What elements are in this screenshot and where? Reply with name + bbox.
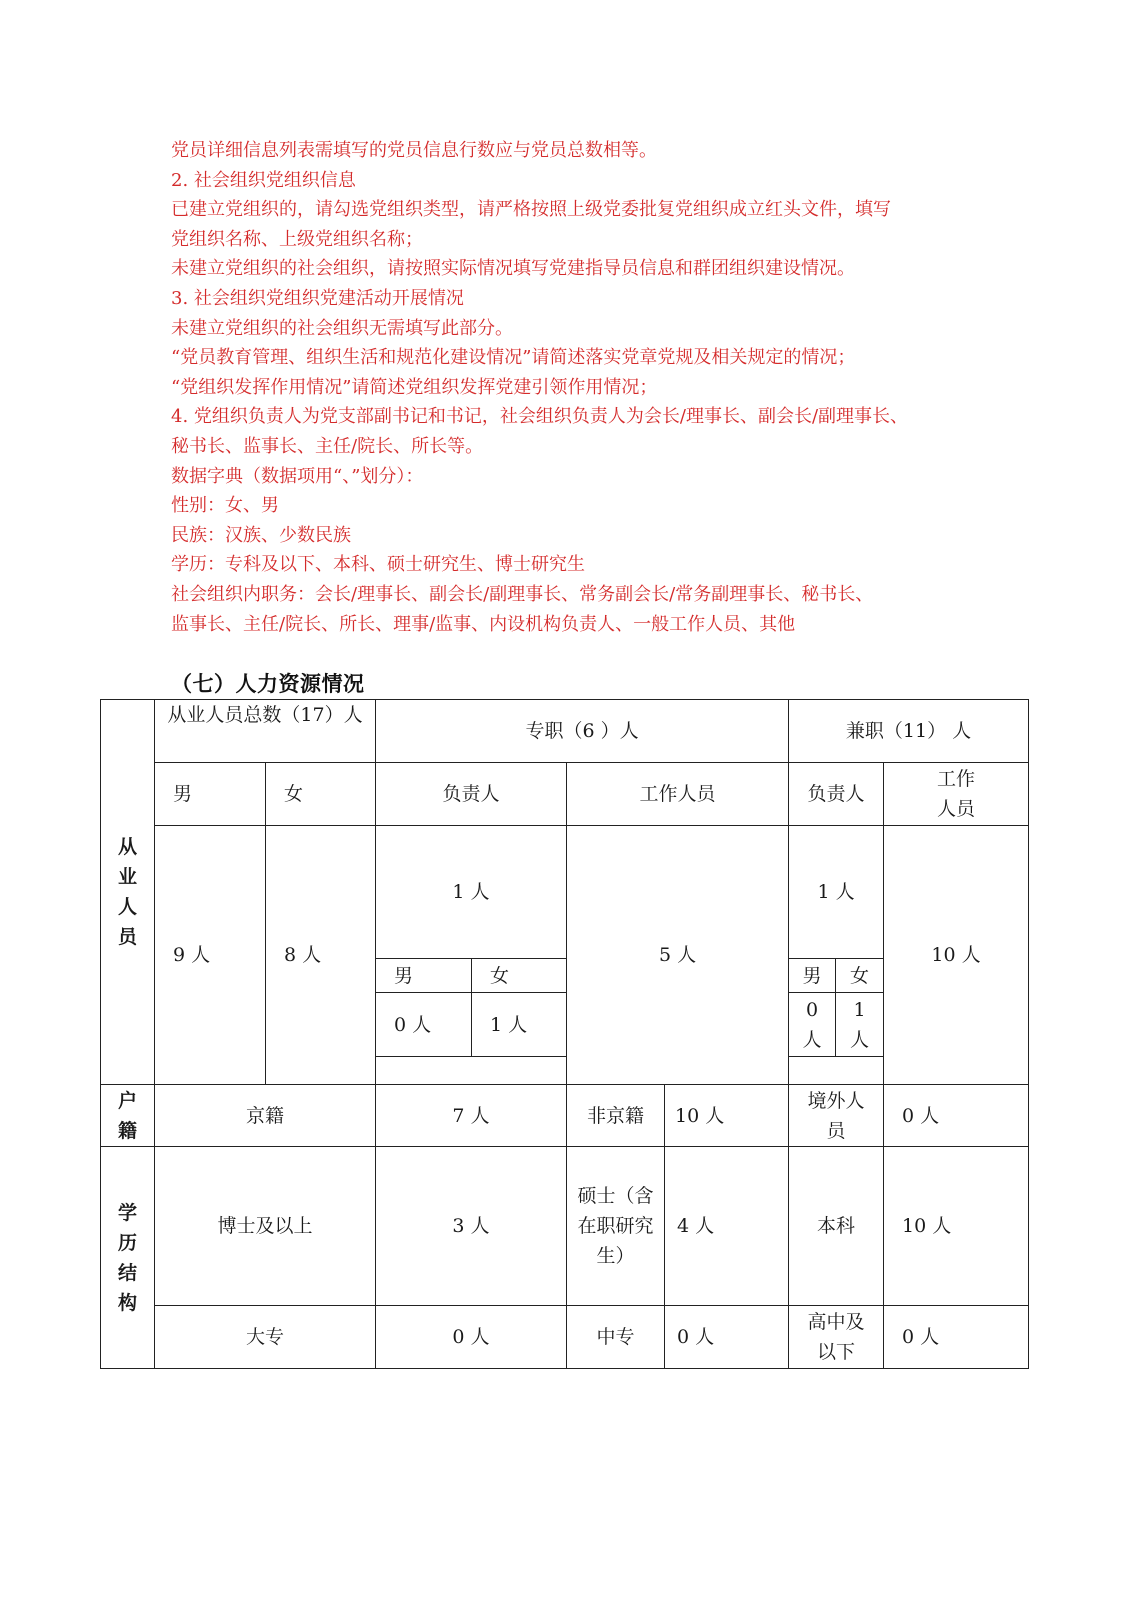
note-line: 性别：女、男 <box>171 495 279 517</box>
note-line: 监事长、主任/院长、所长、理事/监事、内设机构负责人、一般工作人员、其他 <box>171 613 796 635</box>
nonbeijing-count: 10 人 <box>665 1085 789 1147</box>
parttime-staff-header: 工作人员 <box>884 763 1029 826</box>
note-line: 秘书长、监事长、主任/院长、所长等。 <box>171 435 484 457</box>
fulltime-header: 专职（6 ）人 <box>376 700 789 763</box>
parttime-header: 兼职（11） 人 <box>789 700 1029 763</box>
note-line: 3. 社会组织党组织党建活动开展情况 <box>171 287 464 309</box>
ft-head-male-count: 0 人 <box>376 993 472 1057</box>
section-title: （七）人力资源情况 <box>171 671 365 696</box>
employees-label: 从业人员 <box>117 836 137 948</box>
note-line: 学历：专科及以下、本科、硕士研究生、博士研究生 <box>171 554 585 576</box>
note-line: 未建立党组织的社会组织，请按照实际情况填写党建指导员信息和群团组织建设情况。 <box>171 258 855 280</box>
note-line: 党员详细信息列表需填写的党员信息行数应与党员总数相等。 <box>171 140 657 161</box>
secondary-label: 中专 <box>567 1306 665 1369</box>
note-line: 数据字典（数据项用“、”划分）： <box>171 465 424 487</box>
total-header: 从业人员总数（17）人 <box>155 700 376 763</box>
huji-label: 户籍 <box>117 1089 137 1142</box>
beijing-label: 京籍 <box>155 1085 376 1147</box>
human-resources-table <box>100 699 1029 1369</box>
fulltime-staff-header: 工作人员 <box>567 763 789 826</box>
highschool-label: 高中及以下 <box>789 1306 884 1369</box>
male-header: 男 <box>155 763 266 826</box>
parttime-head-count: 1 人 <box>789 826 884 959</box>
male-count: 9 人 <box>155 826 266 1085</box>
female-header: 女 <box>266 763 376 826</box>
phd-label: 博士及以上 <box>155 1147 376 1306</box>
fulltime-head-count: 1 人 <box>376 826 567 959</box>
phd-count: 3 人 <box>376 1147 567 1306</box>
note-line: 党组织名称、上级党组织名称； <box>171 228 423 250</box>
master-count: 4 人 <box>665 1147 789 1306</box>
instruction-notes <box>171 136 991 639</box>
fulltime-head-header: 负责人 <box>376 763 567 826</box>
overseas-label: 境外人员 <box>789 1085 884 1147</box>
bachelor-count: 10 人 <box>884 1147 1029 1306</box>
ft-head-female-header: 女 <box>472 959 567 993</box>
parttime-staff-count: 10 人 <box>884 826 1029 1085</box>
secondary-count: 0 人 <box>665 1306 789 1369</box>
ft-head-male-header: 男 <box>376 959 472 993</box>
note-line: 2. 社会组织党组织信息 <box>171 169 356 191</box>
edu-label-cell <box>101 1147 155 1369</box>
note-line: 4. 党组织负责人为党支部副书记和书记，社会组织负责人为会长/理事长、副会长/副理事长、 <box>171 406 909 428</box>
junior-college-count: 0 人 <box>376 1306 567 1369</box>
ft-head-female-count: 1 人 <box>472 993 567 1057</box>
junior-college-label: 大专 <box>155 1306 376 1369</box>
pt-head-female-header: 女 <box>836 959 884 993</box>
note-line: 未建立党组织的社会组织无需填写此部分。 <box>171 317 513 339</box>
beijing-count: 7 人 <box>376 1085 567 1147</box>
bachelor-label: 本科 <box>789 1147 884 1306</box>
edu-label: 学历结构 <box>117 1201 137 1314</box>
employees-label-cell <box>101 700 155 1085</box>
note-line: 民族：汉族、少数民族 <box>171 524 351 546</box>
huji-label-cell <box>101 1085 155 1147</box>
nonbeijing-label: 非京籍 <box>567 1085 665 1147</box>
pt-head-male-count: 0 人 <box>789 993 836 1057</box>
note-line: 社会组织内职务：会长/理事长、副会长/副理事长、常务副会长/常务副理事长、秘书长、 <box>171 583 874 605</box>
highschool-count: 0 人 <box>884 1306 1029 1369</box>
pt-head-male-header: 男 <box>789 959 836 993</box>
pt-head-female-count: 1 人 <box>836 993 884 1057</box>
note-line: “党组织发挥作用情况”请简述党组织发挥党建引领作用情况； <box>171 376 658 398</box>
female-count: 8 人 <box>266 826 376 1085</box>
fulltime-staff-count: 5 人 <box>567 826 789 1085</box>
note-line: “党员教育管理、组织生活和规范化建设情况”请简述落实党章党规及相关规定的情况； <box>171 347 856 369</box>
parttime-head-header: 负责人 <box>789 763 884 826</box>
note-line: 已建立党组织的，请勾选党组织类型，请严格按照上级党委批复党组织成立红头文件，填写 <box>171 199 891 221</box>
overseas-count: 0 人 <box>884 1085 1029 1147</box>
master-label: 硕士（含在职研究生） <box>567 1147 665 1306</box>
